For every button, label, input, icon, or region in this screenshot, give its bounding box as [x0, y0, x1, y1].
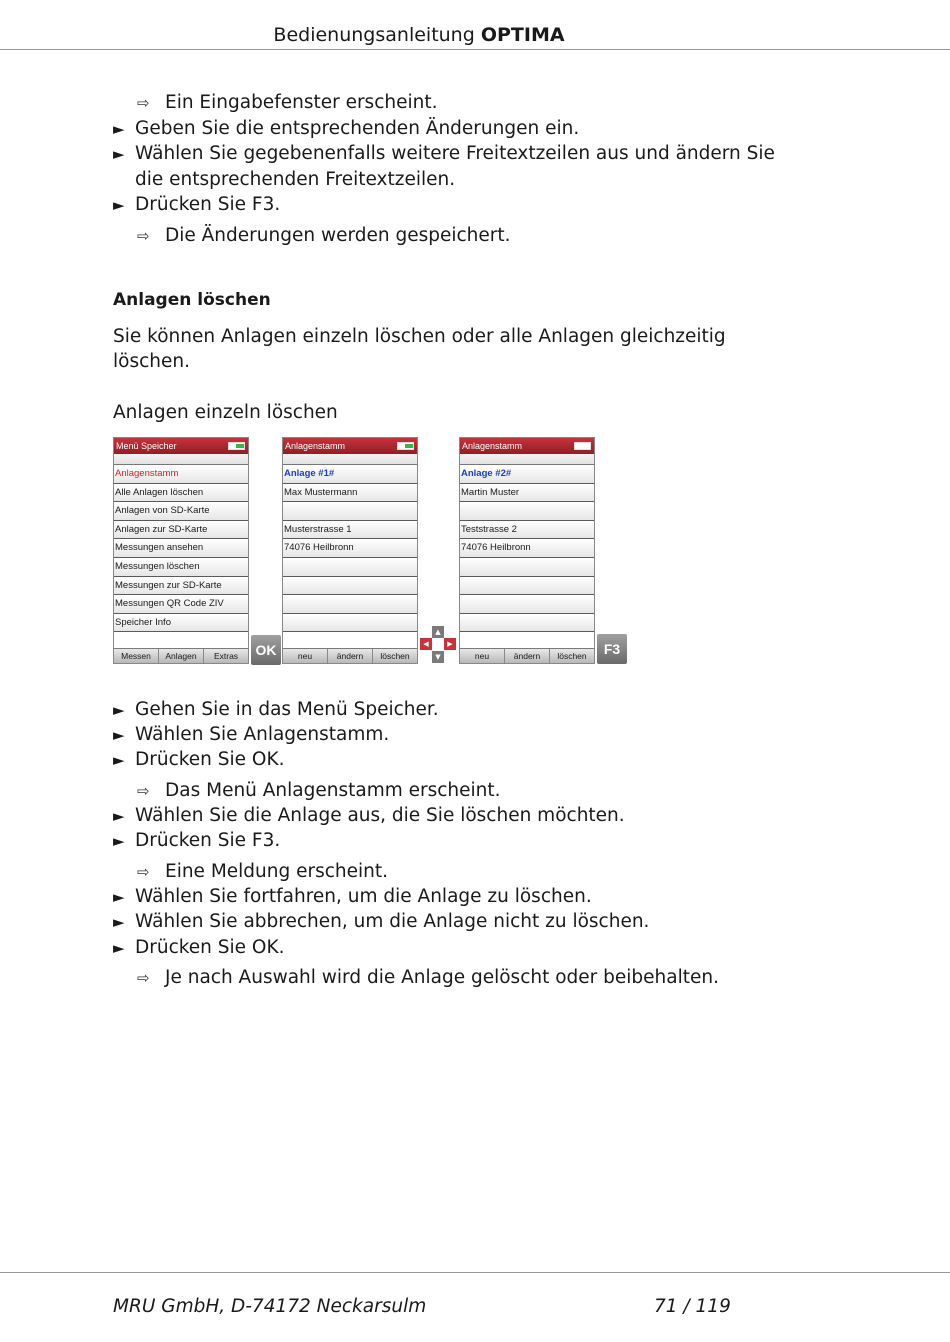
softkey-extras[interactable]: Extras [203, 649, 248, 663]
arrow-right-icon: ▶ [444, 638, 456, 650]
list-item-text: Ein Eingabefenster erscheint. [165, 92, 438, 113]
step-arrow-icon: ► [113, 726, 125, 744]
screen-band [460, 454, 594, 465]
record-row [283, 558, 417, 577]
device-screen-menu-speicher [113, 437, 249, 664]
list-item [113, 829, 280, 853]
list-item-text: Gehen Sie in das Menü Speicher. [135, 699, 439, 720]
softkey-aendern[interactable]: ändern [327, 649, 372, 663]
step-arrow-icon: ► [113, 913, 125, 931]
record-title: Anlage #2# [460, 465, 594, 484]
device-screen-anlagenstamm-2 [459, 437, 595, 664]
record-row [283, 614, 417, 633]
screen-title: Menü Speicher [116, 441, 177, 451]
record-row [460, 558, 594, 577]
softkey-neu[interactable]: neu [474, 651, 490, 661]
screen-band [114, 454, 248, 465]
record-row [283, 502, 417, 521]
result-arrow-icon: ⇨ [137, 782, 150, 800]
softkey-bar [114, 648, 248, 663]
header-title [0, 24, 838, 46]
menu-item[interactable]: Alle Anlagen löschen [114, 484, 248, 503]
battery-icon [397, 442, 414, 450]
record-row [460, 595, 594, 614]
result-arrow-icon: ⇨ [137, 863, 150, 881]
step-arrow-icon: ► [113, 888, 125, 906]
list-item-text: Geben Sie die entsprechenden Änderungen ein. [135, 118, 580, 139]
intro-line-1: Sie können Anlagen einzeln löschen oder alle Anlagen gleichzeitig [113, 326, 726, 347]
list-item-text: Die Änderungen werden gespeichert. [165, 225, 511, 246]
screen-list [460, 465, 594, 632]
record-row [460, 614, 594, 633]
softkey-neu[interactable]: neu [297, 651, 313, 661]
record-row: Martin Muster [460, 484, 594, 503]
dpad-icon [420, 626, 456, 664]
record-row: Teststrasse 2 [460, 521, 594, 540]
step-arrow-icon: ► [113, 701, 125, 719]
list-item-text: Wählen Sie gegebenenfalls weitere Freitextzeilen aus und ändern Sie [135, 143, 775, 164]
result-arrow-icon: ⇨ [137, 227, 150, 245]
screen-title-bar [283, 438, 417, 454]
subheading: Anlagen einzeln löschen [113, 402, 338, 423]
softkey-bar [460, 648, 594, 663]
list-item [113, 885, 592, 909]
menu-item-selected[interactable]: Anlagenstamm [114, 465, 248, 484]
softkey-loeschen[interactable]: löschen [372, 649, 417, 663]
screen-list [283, 465, 417, 632]
record-row [283, 577, 417, 596]
screen-band [283, 454, 417, 465]
screen-title: Anlagenstamm [462, 441, 523, 451]
list-item [113, 698, 439, 722]
step-arrow-icon: ► [113, 832, 125, 850]
step-arrow-icon: ► [113, 751, 125, 769]
footer-company: MRU GmbH, D-74172 Neckarsulm [113, 1296, 427, 1317]
menu-item[interactable]: Messungen QR Code ZIV [114, 595, 248, 614]
softkey-loeschen[interactable]: löschen [549, 649, 594, 663]
list-item [113, 748, 285, 772]
battery-icon [574, 442, 591, 450]
list-item [113, 723, 389, 747]
list-item-text: Drücken Sie F3. [135, 194, 281, 215]
menu-item[interactable]: Anlagen von SD-Karte [114, 502, 248, 521]
list-item [137, 779, 501, 803]
list-item-text: Wählen Sie die Anlage aus, die Sie löschen möchten. [135, 805, 625, 826]
menu-item[interactable]: Messungen ansehen [114, 539, 248, 558]
arrow-up-icon: ▲ [432, 626, 444, 638]
list-item-text: Wählen Sie Anlagenstamm. [135, 724, 390, 745]
list-item [113, 910, 649, 934]
list-item-text: die entsprechenden Freitextzeilen. [135, 169, 456, 190]
record-row [460, 577, 594, 596]
menu-item[interactable]: Messungen löschen [114, 558, 248, 577]
battery-icon [228, 442, 245, 450]
arrow-down-icon: ▼ [432, 651, 444, 663]
softkey-messen[interactable]: Messen [121, 651, 151, 661]
list-item-text: Drücken Sie OK. [135, 937, 285, 958]
f3-key-icon: F3 [597, 634, 627, 664]
page-header [0, 0, 950, 50]
record-row: 74076 Heilbronn [283, 539, 417, 558]
step-arrow-icon: ► [113, 120, 125, 138]
step-arrow-icon: ► [113, 807, 125, 825]
header-product: OPTIMA [480, 24, 565, 46]
result-arrow-icon: ⇨ [137, 94, 150, 112]
menu-item[interactable]: Speicher Info [114, 614, 248, 633]
list-item-text: Drücken Sie F3. [135, 830, 281, 851]
list-item [137, 91, 437, 115]
list-item [113, 936, 285, 960]
record-row: 74076 Heilbronn [460, 539, 594, 558]
list-item-text: Das Menü Anlagenstamm erscheint. [165, 780, 501, 801]
list-item [135, 168, 455, 192]
list-item-text: Eine Meldung erscheint. [165, 861, 389, 882]
list-item-text: Je nach Auswahl wird die Anlage gelöscht oder beibehalten. [165, 967, 719, 988]
list-item [113, 804, 625, 828]
result-arrow-icon: ⇨ [137, 969, 150, 987]
step-arrow-icon: ► [113, 939, 125, 957]
record-row [283, 595, 417, 614]
softkey-anlagen[interactable]: Anlagen [158, 649, 203, 663]
list-item [137, 966, 719, 990]
record-title: Anlage #1# [283, 465, 417, 484]
header-prefix: Bedienungsanleitung [273, 24, 475, 46]
screen-title-bar [114, 438, 248, 454]
list-item [113, 117, 579, 141]
screen-list [114, 465, 248, 632]
list-item-text: Drücken Sie OK. [135, 749, 285, 770]
softkey-bar [283, 648, 417, 663]
device-screen-anlagenstamm-1 [282, 437, 418, 664]
screen-title-bar [460, 438, 594, 454]
footer-divider [0, 1272, 950, 1273]
step-arrow-icon: ► [113, 145, 125, 163]
list-item-text: Wählen Sie abbrechen, um die Anlage nicht zu löschen. [135, 911, 650, 932]
arrow-left-icon: ◀ [420, 638, 432, 650]
softkey-aendern[interactable]: ändern [504, 649, 549, 663]
menu-item[interactable]: Messungen zur SD-Karte [114, 577, 248, 596]
list-item [113, 193, 280, 217]
screen-title: Anlagenstamm [285, 441, 346, 451]
ok-key-icon: OK [251, 635, 281, 665]
menu-item[interactable]: Anlagen zur SD-Karte [114, 521, 248, 540]
step-arrow-icon: ► [113, 196, 125, 214]
section-heading: Anlagen löschen [113, 290, 271, 310]
record-row: Musterstrasse 1 [283, 521, 417, 540]
list-item [113, 142, 775, 166]
list-item-text: Wählen Sie fortfahren, um die Anlage zu löschen. [135, 886, 592, 907]
page-number: 71 / 119 [654, 1296, 731, 1317]
list-item [137, 224, 511, 248]
list-item [137, 860, 388, 884]
record-row: Max Mustermann [283, 484, 417, 503]
record-row [460, 502, 594, 521]
intro-line-2: löschen. [113, 351, 190, 372]
